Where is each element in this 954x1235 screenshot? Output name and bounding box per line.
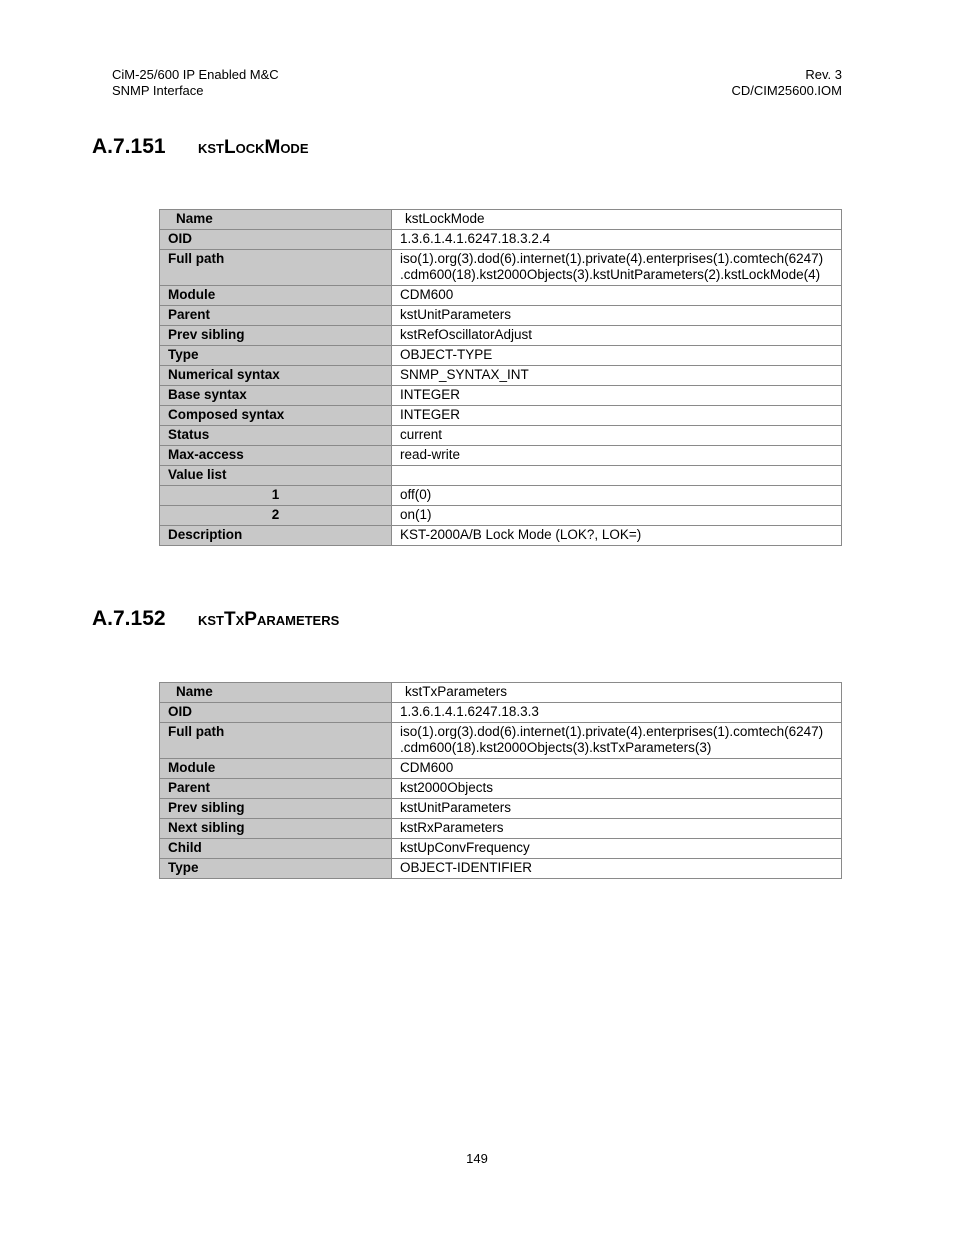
doc-code: CD/CIM25600.IOM: [731, 83, 842, 98]
row-key: Prev sibling: [160, 799, 392, 819]
row-key: Child: [160, 839, 392, 859]
section-heading-151: [92, 135, 309, 159]
table-row: [160, 723, 842, 759]
table-row: [160, 759, 842, 779]
table-row: [160, 230, 842, 250]
table-row: [160, 526, 842, 546]
mib-table-kstlockmode: [159, 209, 842, 546]
row-key: 2: [160, 506, 392, 526]
table-row: [160, 819, 842, 839]
row-key: Parent: [160, 306, 392, 326]
row-value: kstRefOscillatorAdjust: [392, 326, 842, 346]
section-heading-152: [92, 607, 339, 631]
row-value: kstLockMode: [392, 210, 842, 230]
full-path-line1: iso(1).org(3).dod(6).internet(1).private(4).enterprises(1).comtech(6247): [400, 251, 824, 266]
row-key: Parent: [160, 779, 392, 799]
table-row: [160, 839, 842, 859]
table-row: [160, 366, 842, 386]
row-value: 1.3.6.1.4.1.6247.18.3.3: [392, 703, 842, 723]
row-value: CDM600: [392, 286, 842, 306]
table-row: [160, 683, 842, 703]
table-row: [160, 703, 842, 723]
row-value: kstUpConvFrequency: [392, 839, 842, 859]
row-value: OBJECT-IDENTIFIER: [392, 859, 842, 879]
row-key: Full path: [160, 250, 392, 286]
table-row: [160, 250, 842, 286]
full-path-line1: iso(1).org(3).dod(6).internet(1).private(4).enterprises(1).comtech(6247): [400, 724, 824, 739]
mib-table-ksttxparameters: [159, 682, 842, 879]
row-key: Composed syntax: [160, 406, 392, 426]
table-row: [160, 326, 842, 346]
doc-revision: Rev. 3: [805, 67, 842, 82]
row-key: Prev sibling: [160, 326, 392, 346]
row-value: [392, 466, 842, 486]
row-value: kstUnitParameters: [392, 306, 842, 326]
row-value: kstRxParameters: [392, 819, 842, 839]
table-row: [160, 799, 842, 819]
table-row: [160, 386, 842, 406]
row-value: kstTxParameters: [392, 683, 842, 703]
row-key: Max-access: [160, 446, 392, 466]
row-key: Value list: [160, 466, 392, 486]
row-value: kstUnitParameters: [392, 799, 842, 819]
table-row: [160, 210, 842, 230]
full-path-line2: .cdm600(18).kst2000Objects(3).kstUnitParameters(2).kstLockMode(4): [400, 267, 821, 282]
row-key: Type: [160, 859, 392, 879]
row-key: Name: [160, 683, 392, 703]
header-left: [112, 67, 279, 99]
row-value: [392, 723, 842, 759]
row-value: kst2000Objects: [392, 779, 842, 799]
row-key: OID: [160, 230, 392, 250]
row-key: OID: [160, 703, 392, 723]
row-value: INTEGER: [392, 406, 842, 426]
row-key: Full path: [160, 723, 392, 759]
header-right: [731, 67, 842, 99]
row-key: Module: [160, 759, 392, 779]
row-key: Description: [160, 526, 392, 546]
table-row: [160, 306, 842, 326]
row-key: Numerical syntax: [160, 366, 392, 386]
page-number: 149: [466, 1151, 488, 1166]
row-key: Status: [160, 426, 392, 446]
table-row: [160, 779, 842, 799]
row-key: Type: [160, 346, 392, 366]
row-key: 1: [160, 486, 392, 506]
section-number: A.7.151: [92, 135, 166, 158]
row-key: Name: [160, 210, 392, 230]
row-value: SNMP_SYNTAX_INT: [392, 366, 842, 386]
row-key: Module: [160, 286, 392, 306]
table-row: [160, 506, 842, 526]
table-row: [160, 406, 842, 426]
row-value: INTEGER: [392, 386, 842, 406]
section-name: kstLockMode: [198, 137, 309, 158]
row-value: [392, 250, 842, 286]
table-row: [160, 346, 842, 366]
row-value: current: [392, 426, 842, 446]
full-path-line2: .cdm600(18).kst2000Objects(3).kstTxParameters(3): [400, 740, 712, 755]
table-row: [160, 426, 842, 446]
table-row: [160, 859, 842, 879]
row-value: KST-2000A/B Lock Mode (LOK?, LOK=): [392, 526, 842, 546]
row-key: Next sibling: [160, 819, 392, 839]
row-value: 1.3.6.1.4.1.6247.18.3.2.4: [392, 230, 842, 250]
section-name: kstTxParameters: [198, 609, 340, 630]
row-value: on(1): [392, 506, 842, 526]
section-number: A.7.152: [92, 607, 166, 630]
row-value: read-write: [392, 446, 842, 466]
row-value: OBJECT-TYPE: [392, 346, 842, 366]
table-row: [160, 486, 842, 506]
table-row: [160, 466, 842, 486]
row-value: CDM600: [392, 759, 842, 779]
doc-title: CiM-25/600 IP Enabled M&C: [112, 67, 279, 82]
table-row: [160, 286, 842, 306]
row-key: Base syntax: [160, 386, 392, 406]
doc-subtitle: SNMP Interface: [112, 83, 204, 98]
table-row: [160, 446, 842, 466]
row-value: off(0): [392, 486, 842, 506]
